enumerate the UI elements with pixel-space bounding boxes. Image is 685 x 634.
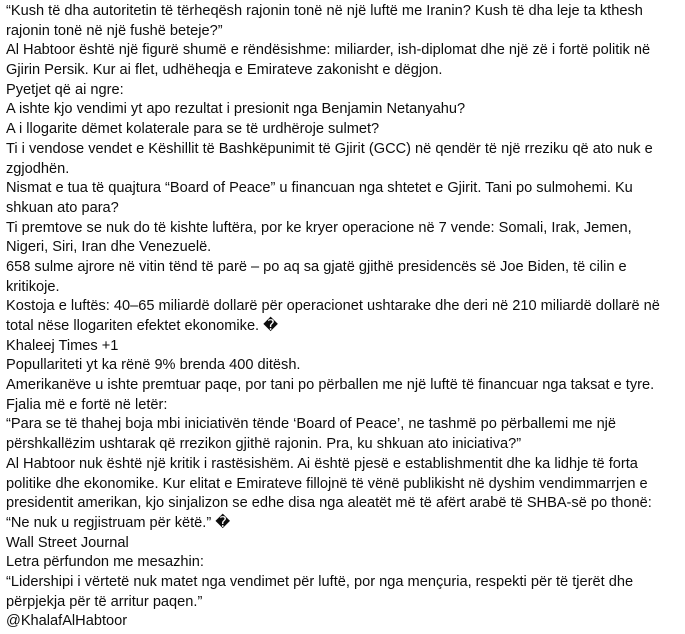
text-line: zgjodhën.	[6, 160, 70, 177]
text-line: “Para se të thahej boja mbi iniciativën tënde ‘Board of Peace’, ne tashmë po përballemi me një	[6, 416, 617, 433]
text-line: total nëse llogariten efektet ekonomike. �	[6, 318, 279, 334]
text-line: rajonin tonë në një fushë beteje?”	[6, 22, 223, 39]
text-line: A i llogarite dëmet kolaterale para se të urdhëroje sulmet?	[6, 121, 380, 138]
text-line: politike dhe ekonomike. Kur elitat e Emirateve fillojnë të vënë publikisht në dyshim vendimmarrjen e	[6, 475, 648, 492]
text-line: Popullariteti yt ka rënë 9% brenda 400 ditësh.	[6, 357, 301, 374]
text-line: shkuan ato para?	[6, 199, 119, 216]
text-line: Pyetjet që ai ngre:	[6, 81, 124, 98]
text-line: Al Habtoor është një figurë shumë e rëndësishme: miliarder, ish-diplomat dhe një zë i fortë politik në	[6, 42, 651, 59]
text-line: përpjekja për të arritur paqen.”	[6, 593, 203, 610]
text-line: Gjirin Persik. Kur ai flet, udhëheqja e Emirateve zakonisht e dëgjon.	[6, 62, 443, 79]
text-line: 658 sulme ajrore në vitin tënd të parë – po aq sa gjatë gjithë presidencës së Joe Biden, të cilin e	[6, 258, 627, 275]
text-line: Al Habtoor nuk është një kritik i rastësishëm. Ai është pjesë e establishmentit dhe ka lidhje të forta	[6, 455, 638, 472]
text-line: @KhalafAlHabtoor	[6, 613, 128, 630]
text-line: Amerikanëve u ishte premtuar paqe, por tani po përballen me një luftë të financuar nga taksat e tyre.	[6, 377, 655, 394]
text-line: Fjalia më e fortë në letër:	[6, 396, 168, 413]
text-line: kritikoje.	[6, 278, 60, 295]
text-line: A ishte kjo vendimi yt apo rezultat i presionit nga Benjamin Netanyahu?	[6, 101, 466, 118]
text-content	[6, 2, 679, 632]
text-line: presidentit amerikan, kjo sinjalizon se edhe disa nga aleatët më të afërt arabë të SHBA-së po thonë:	[6, 495, 652, 512]
text-line: “Ne nuk u regjistruam për këtë.” �	[6, 514, 231, 531]
text-line: Khaleej Times +1	[6, 337, 119, 354]
text-line: Ti premtove se nuk do të kishte luftëra, por ke kryer operacione në 7 vende: Somali, Irak, Jemen,	[6, 219, 632, 236]
text-line: Letra përfundon me mesazhin:	[6, 554, 204, 571]
text-line: përshkallëzim ushtarak që rrezikon gjithë rajonin. Pra, ku shkuan ato iniciativa?”	[6, 436, 522, 453]
text-line: Kostoja e luftës: 40–65 miliardë dollarë për operacionet ushtarake dhe deri në 210 miliardë dollarë në	[6, 298, 660, 315]
text-line: Nigeri, Siri, Iran dhe Venezuelë.	[6, 239, 212, 256]
text-line: Nismat e tua të quajtura “Board of Peace” u financuan nga shtetet e Gjirit. Tani po sulmohemi. Ku	[6, 180, 633, 197]
text-line: Ti i vendose vendet e Këshillit të Bashkëpunimit të Gjirit (GCC) në qendër të një rreziku që ato nuk e	[6, 140, 653, 157]
text-line: “Kush të dha autoritetin të tërheqësh rajonin tonë në një luftë me Iranin? Kush të dha leje ta kthesh	[6, 3, 643, 19]
text-line: “Lidershipi i vërtetë nuk matet nga vendimet për luftë, por nga mençuria, respekti për të tjerët dhe	[6, 573, 634, 590]
text-line: Wall Street Journal	[6, 534, 129, 551]
